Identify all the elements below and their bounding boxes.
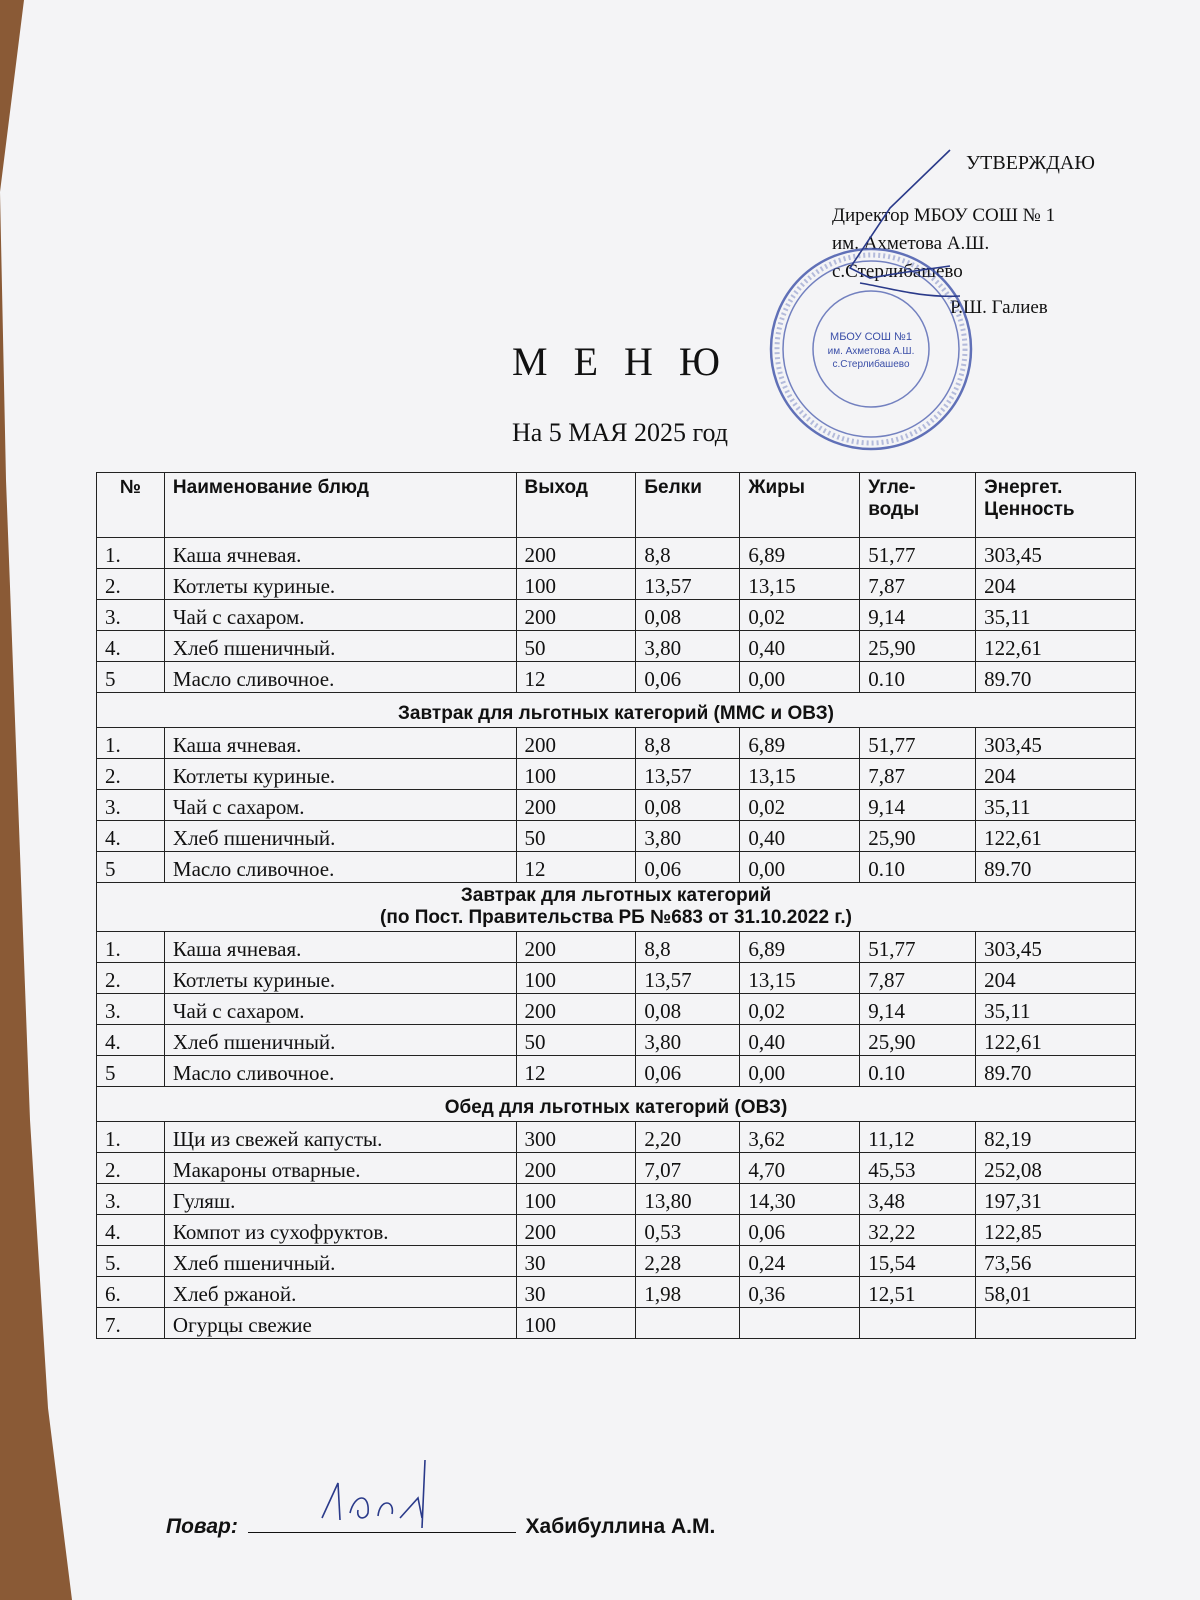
table-cell: 2. bbox=[97, 963, 165, 994]
table-cell: 13,57 bbox=[636, 759, 740, 790]
table-cell: 303,45 bbox=[976, 728, 1136, 759]
table-cell: 252,08 bbox=[976, 1153, 1136, 1184]
table-row bbox=[97, 569, 1136, 600]
table-cell: Масло сливочное. bbox=[164, 662, 516, 693]
table-cell: Хлеб пшеничный. bbox=[164, 1246, 516, 1277]
column-header: Белки bbox=[636, 473, 740, 538]
table-cell: Чай с сахаром. bbox=[164, 600, 516, 631]
approve-signer: Р.Ш. Галиев bbox=[950, 297, 1048, 318]
table-cell: 25,90 bbox=[860, 821, 976, 852]
table-cell: 30 bbox=[516, 1246, 636, 1277]
table-cell: 1,98 bbox=[636, 1277, 740, 1308]
table-cell: 2. bbox=[97, 569, 165, 600]
table-cell: 5 bbox=[97, 1056, 165, 1087]
table-cell: 50 bbox=[516, 1025, 636, 1056]
table-cell: 200 bbox=[516, 1215, 636, 1246]
table-cell: 9,14 bbox=[860, 600, 976, 631]
table-cell: 89.70 bbox=[976, 852, 1136, 883]
table-cell: Каша ячневая. bbox=[164, 932, 516, 963]
table-row bbox=[97, 932, 1136, 963]
table-cell: 0,00 bbox=[740, 662, 860, 693]
table-row bbox=[97, 600, 1136, 631]
table-cell: 100 bbox=[516, 569, 636, 600]
table-cell: 30 bbox=[516, 1277, 636, 1308]
table-cell: 4. bbox=[97, 631, 165, 662]
director-signature bbox=[830, 148, 970, 318]
table-cell: 0,06 bbox=[636, 1056, 740, 1087]
table-cell: 25,90 bbox=[860, 1025, 976, 1056]
section-row bbox=[97, 1087, 1136, 1122]
table-row bbox=[97, 759, 1136, 790]
table-cell: 1. bbox=[97, 1122, 165, 1153]
table-cell: 0,08 bbox=[636, 790, 740, 821]
table-cell: 35,11 bbox=[976, 994, 1136, 1025]
cook-name: Хабибуллина А.М. bbox=[525, 1515, 716, 1538]
table-cell: 200 bbox=[516, 600, 636, 631]
table-cell: Компот из сухофруктов. bbox=[164, 1215, 516, 1246]
approve-line-1: Директор МБОУ СОШ № 1 bbox=[832, 205, 1056, 226]
table-cell bbox=[976, 1308, 1136, 1339]
table-cell: 2. bbox=[97, 759, 165, 790]
table-cell: Хлеб пшеничный. bbox=[164, 1025, 516, 1056]
table-cell: 0,00 bbox=[740, 852, 860, 883]
table-row bbox=[97, 1025, 1136, 1056]
table-cell: 13,15 bbox=[740, 963, 860, 994]
table-cell: 122,61 bbox=[976, 1025, 1136, 1056]
table-row bbox=[97, 963, 1136, 994]
table-cell: 0,40 bbox=[740, 631, 860, 662]
table-cell: 8,8 bbox=[636, 728, 740, 759]
table-row bbox=[97, 994, 1136, 1025]
table-cell: 0,02 bbox=[740, 790, 860, 821]
table-cell: 13,15 bbox=[740, 569, 860, 600]
table-cell bbox=[860, 1308, 976, 1339]
table-cell: 0,40 bbox=[740, 821, 860, 852]
table-cell: 7. bbox=[97, 1308, 165, 1339]
table-cell: 51,77 bbox=[860, 538, 976, 569]
table-cell: 7,07 bbox=[636, 1153, 740, 1184]
approve-heading: УТВЕРЖДАЮ bbox=[966, 152, 1095, 174]
table-cell: 3. bbox=[97, 1184, 165, 1215]
table-row bbox=[97, 728, 1136, 759]
table-cell: Хлеб пшеничный. bbox=[164, 821, 516, 852]
table-cell: 1. bbox=[97, 538, 165, 569]
table-cell: 2,20 bbox=[636, 1122, 740, 1153]
table-cell: Котлеты куриные. bbox=[164, 963, 516, 994]
table-cell: Гуляш. bbox=[164, 1184, 516, 1215]
table-cell: 0.10 bbox=[860, 1056, 976, 1087]
section-row bbox=[97, 883, 1136, 932]
table-cell: Макароны отварные. bbox=[164, 1153, 516, 1184]
table-cell: 4. bbox=[97, 1215, 165, 1246]
table-cell: 204 bbox=[976, 569, 1136, 600]
table-cell: 89.70 bbox=[976, 1056, 1136, 1087]
table-cell: 58,01 bbox=[976, 1277, 1136, 1308]
table-row bbox=[97, 852, 1136, 883]
table-cell: 3,80 bbox=[636, 631, 740, 662]
column-header: Угле- воды bbox=[860, 473, 976, 538]
table-cell: 13,57 bbox=[636, 569, 740, 600]
menu-table bbox=[96, 472, 1136, 1339]
stamp-center-1: МБОУ СОШ №1 bbox=[830, 331, 912, 343]
table-cell: 2. bbox=[97, 1153, 165, 1184]
table-cell: 0,40 bbox=[740, 1025, 860, 1056]
table-cell: 89.70 bbox=[976, 662, 1136, 693]
table-cell: Котлеты куриные. bbox=[164, 569, 516, 600]
table-cell: 5 bbox=[97, 852, 165, 883]
table-cell: 7,87 bbox=[860, 759, 976, 790]
table-cell: 51,77 bbox=[860, 932, 976, 963]
table-cell: 3. bbox=[97, 994, 165, 1025]
column-header: Энергет. Ценность bbox=[976, 473, 1136, 538]
table-cell: 2,28 bbox=[636, 1246, 740, 1277]
table-row bbox=[97, 1153, 1136, 1184]
table-cell: 0.10 bbox=[860, 662, 976, 693]
table-cell: 25,90 bbox=[860, 631, 976, 662]
table-cell: 0,02 bbox=[740, 600, 860, 631]
approve-line-2: им. Ахметова А.Ш. bbox=[832, 233, 990, 254]
table-cell: 200 bbox=[516, 1153, 636, 1184]
table-cell: 0,06 bbox=[740, 1215, 860, 1246]
table-row bbox=[97, 1122, 1136, 1153]
table-cell: 15,54 bbox=[860, 1246, 976, 1277]
table-cell: 13,15 bbox=[740, 759, 860, 790]
table-cell: Хлеб пшеничный. bbox=[164, 631, 516, 662]
table-cell: Котлеты куриные. bbox=[164, 759, 516, 790]
table-cell: 73,56 bbox=[976, 1246, 1136, 1277]
table-cell: 204 bbox=[976, 963, 1136, 994]
table-cell: Хлеб ржаной. bbox=[164, 1277, 516, 1308]
cook-signature bbox=[300, 1458, 450, 1538]
table-cell: 4. bbox=[97, 1025, 165, 1056]
table-cell: 303,45 bbox=[976, 932, 1136, 963]
table-cell: 0.10 bbox=[860, 852, 976, 883]
table-row bbox=[97, 1246, 1136, 1277]
table-cell: Чай с сахаром. bbox=[164, 790, 516, 821]
table-cell: 303,45 bbox=[976, 538, 1136, 569]
table-cell: 0,02 bbox=[740, 994, 860, 1025]
table-cell: 200 bbox=[516, 932, 636, 963]
table-cell: 12,51 bbox=[860, 1277, 976, 1308]
table-cell: 4,70 bbox=[740, 1153, 860, 1184]
table-cell bbox=[740, 1308, 860, 1339]
table-cell: Огурцы свежие bbox=[164, 1308, 516, 1339]
page-subtitle: На 5 МАЯ 2025 год bbox=[511, 418, 729, 447]
table-cell: 0,06 bbox=[636, 852, 740, 883]
table-row bbox=[97, 631, 1136, 662]
column-header: Наименование блюд bbox=[164, 473, 516, 538]
table-cell: Каша ячневая. bbox=[164, 728, 516, 759]
table-cell: Щи из свежей капусты. bbox=[164, 1122, 516, 1153]
table-cell: 0,06 bbox=[636, 662, 740, 693]
table-cell: 12 bbox=[516, 852, 636, 883]
table-cell: 11,12 bbox=[860, 1122, 976, 1153]
section-row bbox=[97, 693, 1136, 728]
section-title: Завтрак для льготных категорий (ММС и ОВЗ) bbox=[97, 693, 1136, 728]
table-cell: 0,36 bbox=[740, 1277, 860, 1308]
table-cell: 51,77 bbox=[860, 728, 976, 759]
table-cell: 35,11 bbox=[976, 600, 1136, 631]
table-cell: 50 bbox=[516, 821, 636, 852]
table-cell: 5. bbox=[97, 1246, 165, 1277]
table-cell: 1. bbox=[97, 728, 165, 759]
table-cell: 4. bbox=[97, 821, 165, 852]
table-cell: 3,62 bbox=[740, 1122, 860, 1153]
table-cell: 3. bbox=[97, 600, 165, 631]
table-cell: 45,53 bbox=[860, 1153, 976, 1184]
table-row bbox=[97, 821, 1136, 852]
table-cell: 35,11 bbox=[976, 790, 1136, 821]
table-cell: 200 bbox=[516, 790, 636, 821]
table-cell: 200 bbox=[516, 538, 636, 569]
table-cell: 50 bbox=[516, 631, 636, 662]
table-cell: 7,87 bbox=[860, 963, 976, 994]
table-header-row bbox=[97, 473, 1136, 538]
table-cell: 5 bbox=[97, 662, 165, 693]
column-header: Жиры bbox=[740, 473, 860, 538]
table-cell: 9,14 bbox=[860, 790, 976, 821]
table-cell: 6,89 bbox=[740, 538, 860, 569]
table-cell: 3,80 bbox=[636, 1025, 740, 1056]
column-header: Выход bbox=[516, 473, 636, 538]
column-header: № bbox=[97, 473, 165, 538]
table-row bbox=[97, 662, 1136, 693]
table-row bbox=[97, 1308, 1136, 1339]
table-cell: 82,19 bbox=[976, 1122, 1136, 1153]
table-cell: 0,08 bbox=[636, 994, 740, 1025]
table-cell: 6. bbox=[97, 1277, 165, 1308]
table-cell: 0,08 bbox=[636, 600, 740, 631]
table-row bbox=[97, 1277, 1136, 1308]
table-cell bbox=[636, 1308, 740, 1339]
table-cell: 3,80 bbox=[636, 821, 740, 852]
stamp-center-3: с.Стерлибашево bbox=[832, 359, 910, 370]
table-cell: Каша ячневая. bbox=[164, 538, 516, 569]
table-cell: 12 bbox=[516, 1056, 636, 1087]
table-cell: 200 bbox=[516, 728, 636, 759]
table-cell: 122,61 bbox=[976, 631, 1136, 662]
table-cell: 13,57 bbox=[636, 963, 740, 994]
table-cell: 100 bbox=[516, 1184, 636, 1215]
table-cell: Масло сливочное. bbox=[164, 1056, 516, 1087]
section-title: Обед для льготных категорий (ОВЗ) bbox=[97, 1087, 1136, 1122]
table-cell: 197,31 bbox=[976, 1184, 1136, 1215]
table-cell: 122,61 bbox=[976, 821, 1136, 852]
table-cell: 1. bbox=[97, 932, 165, 963]
table-cell: 122,85 bbox=[976, 1215, 1136, 1246]
table-cell: 6,89 bbox=[740, 728, 860, 759]
table-cell: 300 bbox=[516, 1122, 636, 1153]
approve-line-3: с.Стерлибашево bbox=[832, 261, 963, 282]
table-cell: 12 bbox=[516, 662, 636, 693]
table-cell: 0,24 bbox=[740, 1246, 860, 1277]
table-cell: 14,30 bbox=[740, 1184, 860, 1215]
table-cell: 0,53 bbox=[636, 1215, 740, 1246]
table-row bbox=[97, 1056, 1136, 1087]
stamp-center-2: им. Ахметова А.Ш. bbox=[827, 346, 915, 357]
table-cell: 200 bbox=[516, 994, 636, 1025]
table-cell: 100 bbox=[516, 759, 636, 790]
table-cell: 32,22 bbox=[860, 1215, 976, 1246]
table-cell: 204 bbox=[976, 759, 1136, 790]
table-cell: Чай с сахаром. bbox=[164, 994, 516, 1025]
table-cell: 6,89 bbox=[740, 932, 860, 963]
cook-label: Повар: bbox=[166, 1515, 238, 1538]
section-title: Завтрак для льготных категорий (по Пост. Правительства РБ №683 от 31.10.2022 г.) bbox=[97, 883, 1136, 932]
table-row bbox=[97, 1215, 1136, 1246]
table-cell: 13,80 bbox=[636, 1184, 740, 1215]
table-cell: 8,8 bbox=[636, 932, 740, 963]
page-title: М Е Н Ю bbox=[512, 339, 728, 384]
table-cell: 9,14 bbox=[860, 994, 976, 1025]
table-cell: 3. bbox=[97, 790, 165, 821]
table-cell: 100 bbox=[516, 963, 636, 994]
table-cell: Масло сливочное. bbox=[164, 852, 516, 883]
table-cell: 3,48 bbox=[860, 1184, 976, 1215]
table-cell: 8,8 bbox=[636, 538, 740, 569]
table-cell: 7,87 bbox=[860, 569, 976, 600]
table-cell: 0,00 bbox=[740, 1056, 860, 1087]
table-row bbox=[97, 1184, 1136, 1215]
table-row bbox=[97, 790, 1136, 821]
table-row bbox=[97, 538, 1136, 569]
table-cell: 100 bbox=[516, 1308, 636, 1339]
